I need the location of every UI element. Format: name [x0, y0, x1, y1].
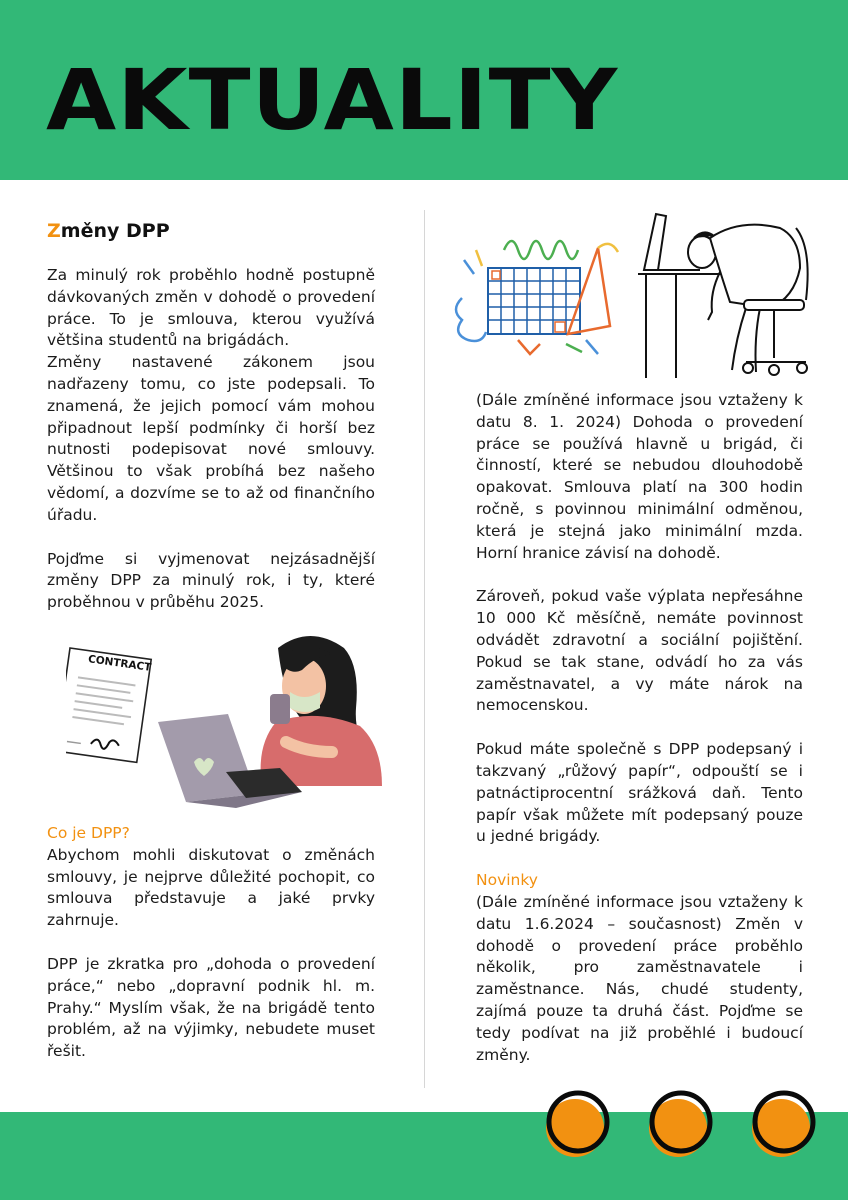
what-is-dpp-heading: Co je DPP? — [47, 824, 130, 842]
header-band — [0, 0, 848, 180]
what-paragraph-1: Abychom mohli diskutovat o změnách smlouvy, je nejprve důležité pochopit, co smlouva představuje a jaké prvky zahrnuje. — [47, 845, 375, 930]
list-intro-paragraph: Pojďme si vyjmenovat nejzásadnější změny DPP za minulý rok, i ty, které proběhnou v průběhu 2025. — [47, 549, 375, 612]
decor-circle-2 — [643, 1088, 713, 1158]
footer-band — [0, 1112, 848, 1200]
calendar-illustration — [448, 228, 628, 364]
right-column — [476, 390, 803, 1066]
what-paragraph-2: DPP je zkratka pro „dohoda o provedení práce,“ nebo „dopravní podnik hl. m. Prahy.“ Myslím však, že na brigádě tento problém, až na výjimky, nebudete muset řešit. — [47, 954, 375, 1061]
section-title-rest: měny DPP — [60, 220, 170, 242]
decor-circle-1 — [540, 1088, 610, 1158]
column-divider — [424, 210, 425, 1088]
left-column-top — [47, 265, 375, 614]
news-heading: Novinky — [476, 871, 538, 890]
right-paragraph-3: Pokud máte společně s DPP podepsaný i takzvaný „růžový papír“, odpouští se i patnáctiprocentní srážková daň. Tento papír však můžete mít podepsaný pouze u jedné brigády. — [476, 740, 803, 846]
section-title — [47, 218, 170, 244]
right-paragraph-2: Zároveň, pokud vaše výplata nepřesáhne 10 000 Kč měsíčně, nemáte povinnost odvádět zdravotní a sociální pojištění. Pokud se tak stane, odvádí ho za vás zaměstnavatel, a vy máte nárok na nemocenskou. — [476, 587, 803, 715]
contract-woman-illustration — [66, 622, 398, 818]
left-column-bottom — [47, 823, 375, 1063]
contract-label: CONTRACT — [87, 653, 153, 674]
intro-paragraph: Za minulý rok proběhlo hodně postupně dávkovaných změn v dohodě o provedení práce. To je smlouva, kterou využívá většina studentů na brigádách. — [47, 266, 375, 350]
tired-worker-illustration — [636, 208, 816, 384]
section-title-accent: Z — [47, 220, 61, 242]
decor-circle-3 — [746, 1088, 816, 1158]
page-title: AKTUALITY — [46, 51, 619, 149]
news-paragraph: (Dále zmíněné informace jsou vztaženy k datu 1.6.2024 – současnost) Změn v dohodě o provedení práce proběhlo několik, pro zaměstnavatele i zaměstnance. Nás, chudé studenty, zajímá pouze ta druhá část. Pojďme se tedy podívat na již proběhlé i budoucí změny. — [476, 892, 803, 1064]
right-paragraph-1: (Dále zmíněné informace jsou vztaženy k datu 8. 1. 2024) Dohoda o provedení práce se používá hlavně u brigád, či činností, které se nebudou dlouhodobě opakovat. Smlouva platí na 300 hodin ročně, s povinnou minimální odměnou, která je stejná jako minimální mzda. Horní hranice závisí na dohodě. — [476, 391, 803, 562]
intro-paragraph-2: Změny nastavené zákonem jsou nadřazeny tomu, co jste podepsali. To znamená, že jejich pomocí vám mohou připadnout lepší podmínky či horší bez nutnosti podepisovat nové smlouvy. Většinou to však probíhá bez našeho vědomí, a dozvíme se to až od finančního úřadu. — [47, 353, 375, 524]
